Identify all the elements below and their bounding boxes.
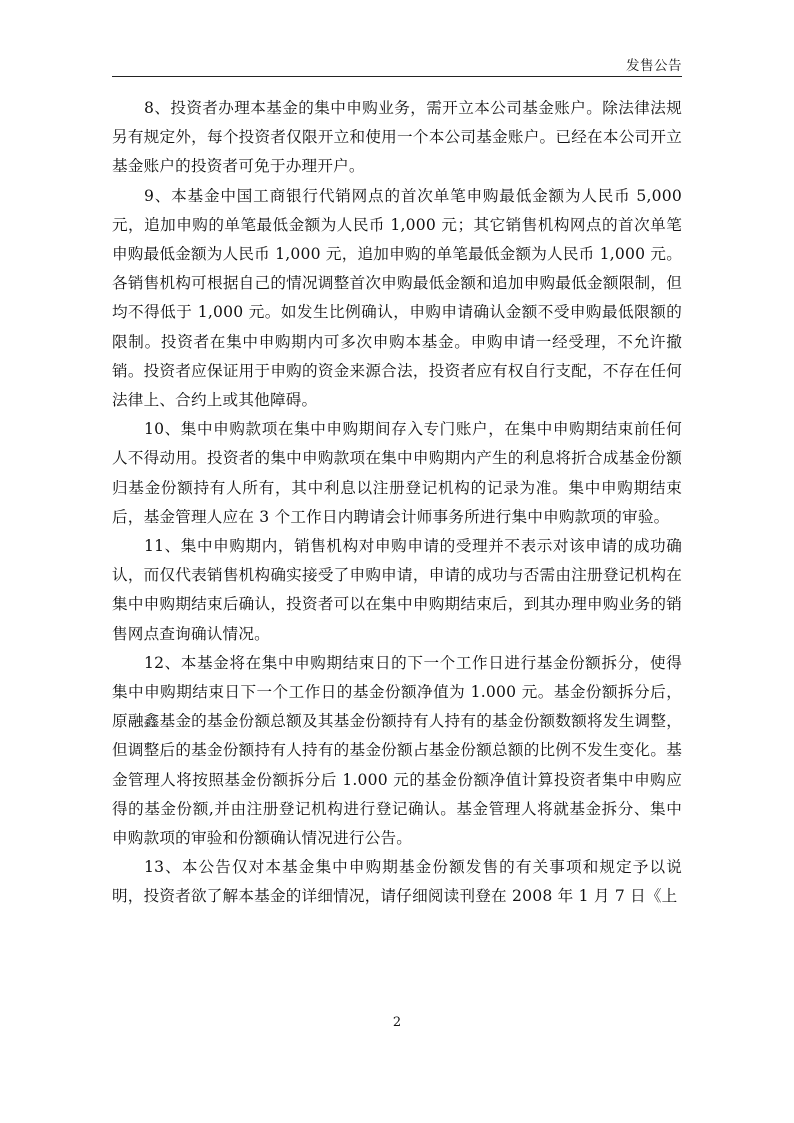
paragraph-10: 10、集中申购款项在集中申购期间存入专门账户，在集中申购期结束前任何人不得动用。投资者的集中申购款项在集中申购期内产生的利息将折合成基金份额归基金份额持有人所有，其中利息以注册登记机构的记录为准。集中申购期结束后，基金管理人应在 3 个工作日内聘请会计师事务所进行集中申购款项的审验。 <box>112 420 682 526</box>
page-number: 2 <box>392 1015 402 1030</box>
paragraph-12: 12、本基金将在集中申购期结束日的下一个工作日进行基金份额拆分，使得集中申购期结束日下一个工作日的基金份额净值为 1.000 元。基金份额拆分后，原融鑫基金的基金份额总额及其基金份额持有人持有的基金份额数额将发生调整，但调整后的基金份额持有人持有的基金份额占基金份额总额的比例不发生变化。基金管理人将按照基金份额拆分后 1.000 元的基金份额净值计算投资者集中申购应得的基金份额,并由注册登记机构进行登记确认。基金管理人将就基金拆分、集中申购款项的审验和份额确认情况进行公告。 <box>112 653 682 848</box>
paragraph-8: 8、投资者办理本基金的集中申购业务，需开立本公司基金账户。除法律法规另有规定外，每个投资者仅限开立和使用一个本公司基金账户。已经在本公司开立基金账户的投资者可免于办理开户。 <box>112 99 682 176</box>
page-header <box>112 58 682 77</box>
header-title: 发售公告 <box>626 58 682 74</box>
paragraph-9: 9、本基金中国工商银行代销网点的首次单笔申购最低金额为人民币 5,000元，追加申购的单笔最低金额为人民币 1,000 元；其它销售机构网点的首次单笔申购最低金额为人民币 1,000 元，追加申购的单笔最低金额为人民币 1,000 元。各销售机构可根据自己的情况调整首次申购最低金额和追加申购最低金额限制，但均不得低于 1,000 元。如发生比例确认，申购申请确认金额不受申购最低限额的限制。投资者在集中申购期内可多次申购本基金。申购申请一经受理，不允许撤销。投资者应保证用于申购的资金来源合法，投资者应有权自行支配，不存在任何法律上、合约上或其他障碍。 <box>112 186 682 410</box>
document-body <box>112 94 682 912</box>
paragraph-11: 11、集中申购期内，销售机构对申购申请的受理并不表示对该申请的成功确认，而仅代表销售机构确实接受了申购申请，申请的成功与否需由注册登记机构在集中申购期结束后确认，投资者可以在集中申购期结束后，到其办理申购业务的销售网点查询确认情况。 <box>112 537 682 643</box>
paragraph-13: 13、本公告仅对本基金集中申购期基金份额发售的有关事项和规定予以说明，投资者欲了解本基金的详细情况，请仔细阅读刊登在 2008 年 1 月 7 日《上 <box>112 858 682 906</box>
